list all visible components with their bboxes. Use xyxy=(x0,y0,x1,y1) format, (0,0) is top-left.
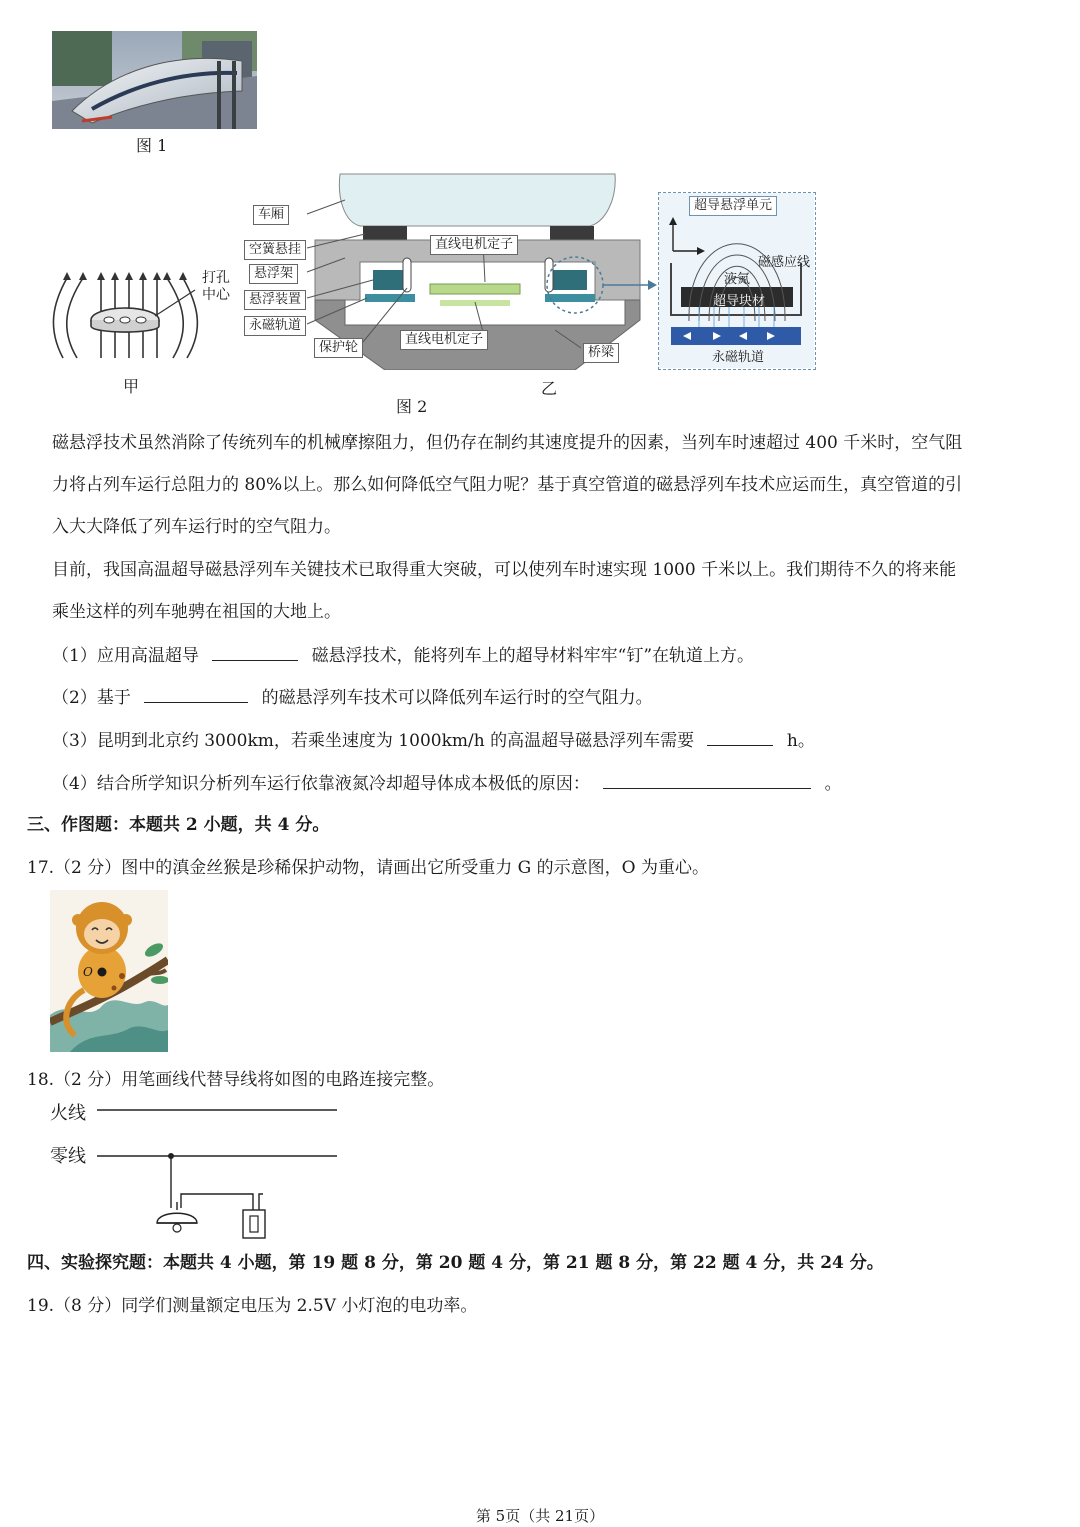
label-levitation-device: 悬浮装置 xyxy=(244,290,306,310)
unit-pm-track-label: 永磁轨道 xyxy=(712,350,765,365)
question-1-prefix: （1）应用高温超导 xyxy=(52,646,199,666)
question-1-suffix: 磁悬浮技术，能将列车上的超导材料牢牢“钉”在轨道上方。 xyxy=(311,646,755,666)
page-footer: 第 5页（共 21页） xyxy=(475,1507,605,1525)
question-2 xyxy=(52,686,653,709)
figure-2-caption: 图 2 xyxy=(396,397,428,416)
paragraph-2-line-1: 目前，我国高温超导磁悬浮列车关键技术已取得重大突破，可以使列车时速实现 1000 千米以上。我们期待不久的将来能 xyxy=(52,560,957,580)
question-3-blank[interactable] xyxy=(707,729,773,746)
maglev-train-photo xyxy=(52,31,257,129)
paragraph-1-line-1: 磁悬浮技术虽然消除了传统列车的机械摩擦阻力，但仍存在制约其速度提升的因素，当列车时速超过 400 千米时，空气阻 xyxy=(52,433,963,453)
paragraph-2-line-2: 乘坐这样的列车驰骋在祖国的大地上。 xyxy=(52,602,341,622)
question-17-text: 17.（2 分）图中的滇金丝猴是珍稀保护动物，请画出它所受重力 G 的示意图，O 为重心。 xyxy=(27,858,709,878)
label-motor-stator-top: 直线电机定子 xyxy=(430,235,518,255)
question-3-prefix: （3）昆明到北京约 3000km，若乘坐速度为 1000km/h 的高温超导磁悬浮列车需要 xyxy=(52,731,695,751)
question-2-suffix: 的磁悬浮列车技术可以降低列车运行时的空气阻力。 xyxy=(261,688,653,708)
label-guard-wheel: 保护轮 xyxy=(314,338,363,358)
label-levitation-frame: 悬浮架 xyxy=(249,264,298,284)
question-4-blank[interactable] xyxy=(603,772,811,789)
unit-field-lines-label: 磁感应线 xyxy=(758,255,811,270)
paragraph-1-line-2: 力将占列车运行总阻力的 80%以上。那么如何降低空气阻力呢？基于真空管道的磁悬浮列车技术应运而生，真空管道的引 xyxy=(52,475,963,495)
zoom-arrow-icon xyxy=(648,280,657,290)
question-3-suffix: h。 xyxy=(786,731,815,751)
unit-sc-block-label: 超导块材 xyxy=(713,294,766,309)
label-motor-stator-bottom: 直线电机定子 xyxy=(400,330,488,350)
question-2-blank[interactable] xyxy=(144,686,248,703)
figure-2-yi-label: 乙 xyxy=(541,379,558,398)
unit-title: 超导悬浮单元 xyxy=(689,196,777,216)
circuit-wires xyxy=(45,1098,345,1243)
question-4-suffix: 。 xyxy=(824,774,842,794)
live-wire-label: 火线 xyxy=(50,1103,86,1124)
question-3 xyxy=(52,729,815,752)
neutral-wire-label: 零线 xyxy=(50,1146,86,1167)
question-19-text: 19.（8 分）同学们测量额定电压为 2.5V 小灯泡的电功率。 xyxy=(27,1296,478,1316)
figure-2-jia-hole-label: 打孔 中心 xyxy=(202,270,230,303)
label-air-spring: 空簧悬挂 xyxy=(244,240,306,260)
unit-liquid-nitrogen-label: 液氮 xyxy=(724,272,751,287)
lamp-icon xyxy=(157,1202,197,1232)
switch-icon xyxy=(243,1194,265,1238)
circuit-diagram xyxy=(45,1098,345,1243)
figure-1-photo xyxy=(52,31,257,129)
paragraph-1-line-3: 入大大降低了列车运行时的空气阻力。 xyxy=(52,517,341,537)
section-4-heading: 四、实验探究题：本题共 4 小题，第 19 题 8 分，第 20 题 4 分，第 21 题 8 分，第 22 题 4 分，共 24 分。 xyxy=(27,1253,884,1273)
center-of-gravity-label: O xyxy=(83,965,93,979)
section-3-heading: 三、作图题：本题共 2 小题，共 4 分。 xyxy=(27,815,330,835)
question-1 xyxy=(52,644,754,667)
question-4-prefix: （4）结合所学知识分析列车运行依靠液氮冷却超导体成本极低的原因： xyxy=(52,774,590,794)
question-4 xyxy=(52,772,842,795)
label-carriage: 车厢 xyxy=(253,205,289,225)
question-1-blank[interactable] xyxy=(212,644,298,661)
label-bridge: 桥梁 xyxy=(583,343,619,363)
label-pm-track: 永磁轨道 xyxy=(244,316,306,336)
golden-monkey-image xyxy=(50,890,168,1052)
figure-2-jia-label: 甲 xyxy=(123,377,140,396)
question-18-text: 18.（2 分）用笔画线代替导线将如图的电路连接完整。 xyxy=(27,1070,445,1090)
figure-1-caption: 图 1 xyxy=(136,136,168,155)
monkey-illustration xyxy=(50,890,168,1052)
question-2-prefix: （2）基于 xyxy=(52,688,131,708)
